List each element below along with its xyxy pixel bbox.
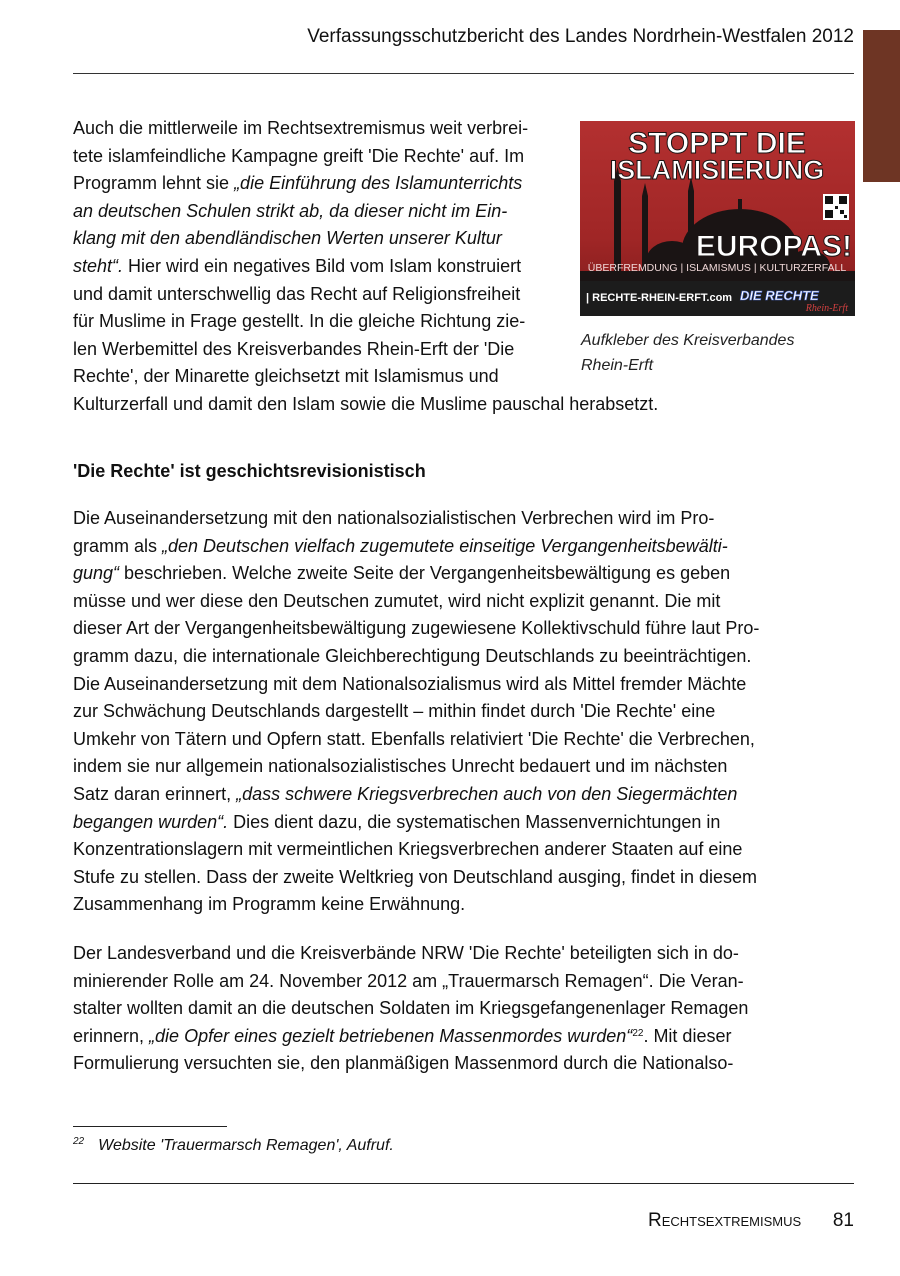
intro-line-6: steht“. Hier wird ein negatives Bild vom Islam konstruiert xyxy=(73,255,522,276)
qr-code-icon xyxy=(823,194,849,220)
intro-line-7: und damit unterschwellig das Recht auf Religionsfreiheit xyxy=(73,283,521,304)
para2-line-4: müsse und wer diese den Deutschen zumutet, wird nicht explizit genannt. Die mit xyxy=(73,590,721,611)
para2-line-6: gramm dazu, die internationale Gleichberechtigung Deutschlands zu beeinträchtigen. xyxy=(73,645,752,666)
sticker-image xyxy=(580,121,855,316)
para2-line-9: Umkehr von Tätern und Opfern statt. Ebenfalls relativiert 'Die Rechte' die Verbrechen, xyxy=(73,728,755,749)
para2-line-2: gramm als „den Deutschen vielfach zugemutete einseitige Vergangenheitsbewälti- xyxy=(73,535,728,556)
chapter-color-tab xyxy=(863,30,900,182)
intro-line-11: Kulturzerfall und damit den Islam sowie die Muslime pauschal herabsetzt. xyxy=(73,393,659,414)
footnote-divider xyxy=(73,1126,227,1127)
page-number: 81 xyxy=(832,1210,854,1231)
sticker-line-2: ISLAMISIERUNG xyxy=(609,155,825,185)
intro-line-2: tete islamfeindliche Kampagne greift 'Die Rechte' auf. Im xyxy=(73,145,525,166)
footnote-number: 22 xyxy=(73,1136,85,1147)
intro-line-10: Rechte', der Minarette gleichsetzt mit Islamismus und xyxy=(73,366,499,387)
footer-divider xyxy=(73,1183,854,1184)
para3-line-3: stalter wollten damit an die deutschen Soldaten im Kriegsgefangenenlager Remagen xyxy=(73,998,749,1019)
para2-line-3: gung“ beschrieben. Welche zweite Seite der Vergangenheitsbewältigung es geben xyxy=(73,563,731,584)
para2-line-8: zur Schwächung Deutschlands dargestellt – mithin findet durch 'Die Rechte' eine xyxy=(73,701,716,722)
para3-line-4: erinnern, „die Opfer eines gezielt betriebenen Massenmordes wurden“$^{22}$. Mit dieser xyxy=(73,1025,732,1046)
sticker-artwork xyxy=(580,121,855,316)
para2-line-14: Stufe zu stellen. Dass der zweite Weltkrieg von Deutschland ausging, findet in diesem xyxy=(73,866,758,887)
sticker-logo: DIE RECHTE xyxy=(740,288,819,303)
section-heading: 'Die Rechte' ist geschichtsrevisionistisch xyxy=(73,461,426,481)
sticker-line-1: STOPPT DIE xyxy=(628,127,806,160)
para2-line-13: Konzentrationslagern mit vermeintlichen Kriegsverbrechen anderer Staaten auf eine xyxy=(73,839,743,860)
caption-line-2: Rhein-Erft xyxy=(581,357,654,374)
intro-line-1: Auch die mittlerweile im Rechtsextremismus weit verbrei- xyxy=(73,118,529,138)
header-divider xyxy=(73,73,854,74)
sticker-logo-sub: Rhein-Erft xyxy=(805,303,848,314)
para2-line-5: dieser Art der Vergangenheitsbewältigung zugewiesene Kollektivschuld führe laut Pro- xyxy=(73,618,760,639)
image-caption xyxy=(581,328,841,378)
para2-line-1: Die Auseinandersetzung mit den nationalsozialistischen Verbrechen wird im Pro- xyxy=(73,508,715,528)
para3-line-2: minierender Rolle am 24. November 2012 am „Trauermarsch Remagen“. Die Veran- xyxy=(73,970,744,991)
caption-line-1: Aufkleber des Kreisverbandes xyxy=(581,332,795,349)
sticker-website: | RECHTE-RHEIN-ERFT.com xyxy=(586,292,733,304)
sticker-line-3: EUROPAS! xyxy=(695,230,852,263)
para2-line-15: Zusammenhang im Programm keine Erwähnung. xyxy=(73,894,466,915)
intro-line-5: klang mit den abendländischen Werten unserer Kultur xyxy=(73,228,502,249)
footnote xyxy=(73,1136,394,1155)
para2-line-7: Die Auseinandersetzung mit dem Nationalsozialismus wird als Mittel fremder Mächte xyxy=(73,673,747,694)
para2-line-12: begangen wurden“. Dies dient dazu, die systematischen Massenvernichtungen in xyxy=(73,811,721,832)
sticker-tagline: ÜBERFREMDUNG | ISLAMISMUS | KULTURZERFALL xyxy=(587,262,847,274)
para3-line-1: Der Landesverband und die Kreisverbände NRW 'Die Rechte' beteiligten sich in do- xyxy=(73,943,739,963)
para3-line-5: Formulierung versuchten sie, den planmäßigen Massenmord durch die Nationalso- xyxy=(73,1053,734,1074)
paragraph-geschichtsrevisionismus xyxy=(73,505,759,919)
para2-line-11: Satz daran erinnert, „dass schwere Kriegsverbrechen auch von den Siegermächten xyxy=(73,783,738,804)
para2-line-10: indem sie nur allgemein nationalsozialistisches Unrecht bedauert und im nächsten xyxy=(73,756,728,777)
running-header-title: Verfassungsschutzbericht des Landes Nordrhein-Westfalen 2012 xyxy=(307,26,854,47)
intro-line-8: für Muslime in Frage gestellt. In die gleiche Richtung zie- xyxy=(73,311,526,332)
intro-line-4: an deutschen Schulen strikt ab, da dieser nicht im Ein- xyxy=(73,200,508,221)
footnote-reference[interactable]: 22 xyxy=(632,1027,644,1039)
footer-section-title: Rechtsextremismus xyxy=(648,1210,802,1231)
footnote-text: Website 'Trauermarsch Remagen', Aufruf. xyxy=(98,1137,394,1154)
intro-line-3: Programm lehnt sie „die Einführung des Islamunterrichts xyxy=(73,173,523,194)
intro-line-9: len Werbemittel des Kreisverbandes Rhein-Erft der 'Die xyxy=(73,338,515,359)
paragraph-trauermarsch xyxy=(73,940,748,1078)
